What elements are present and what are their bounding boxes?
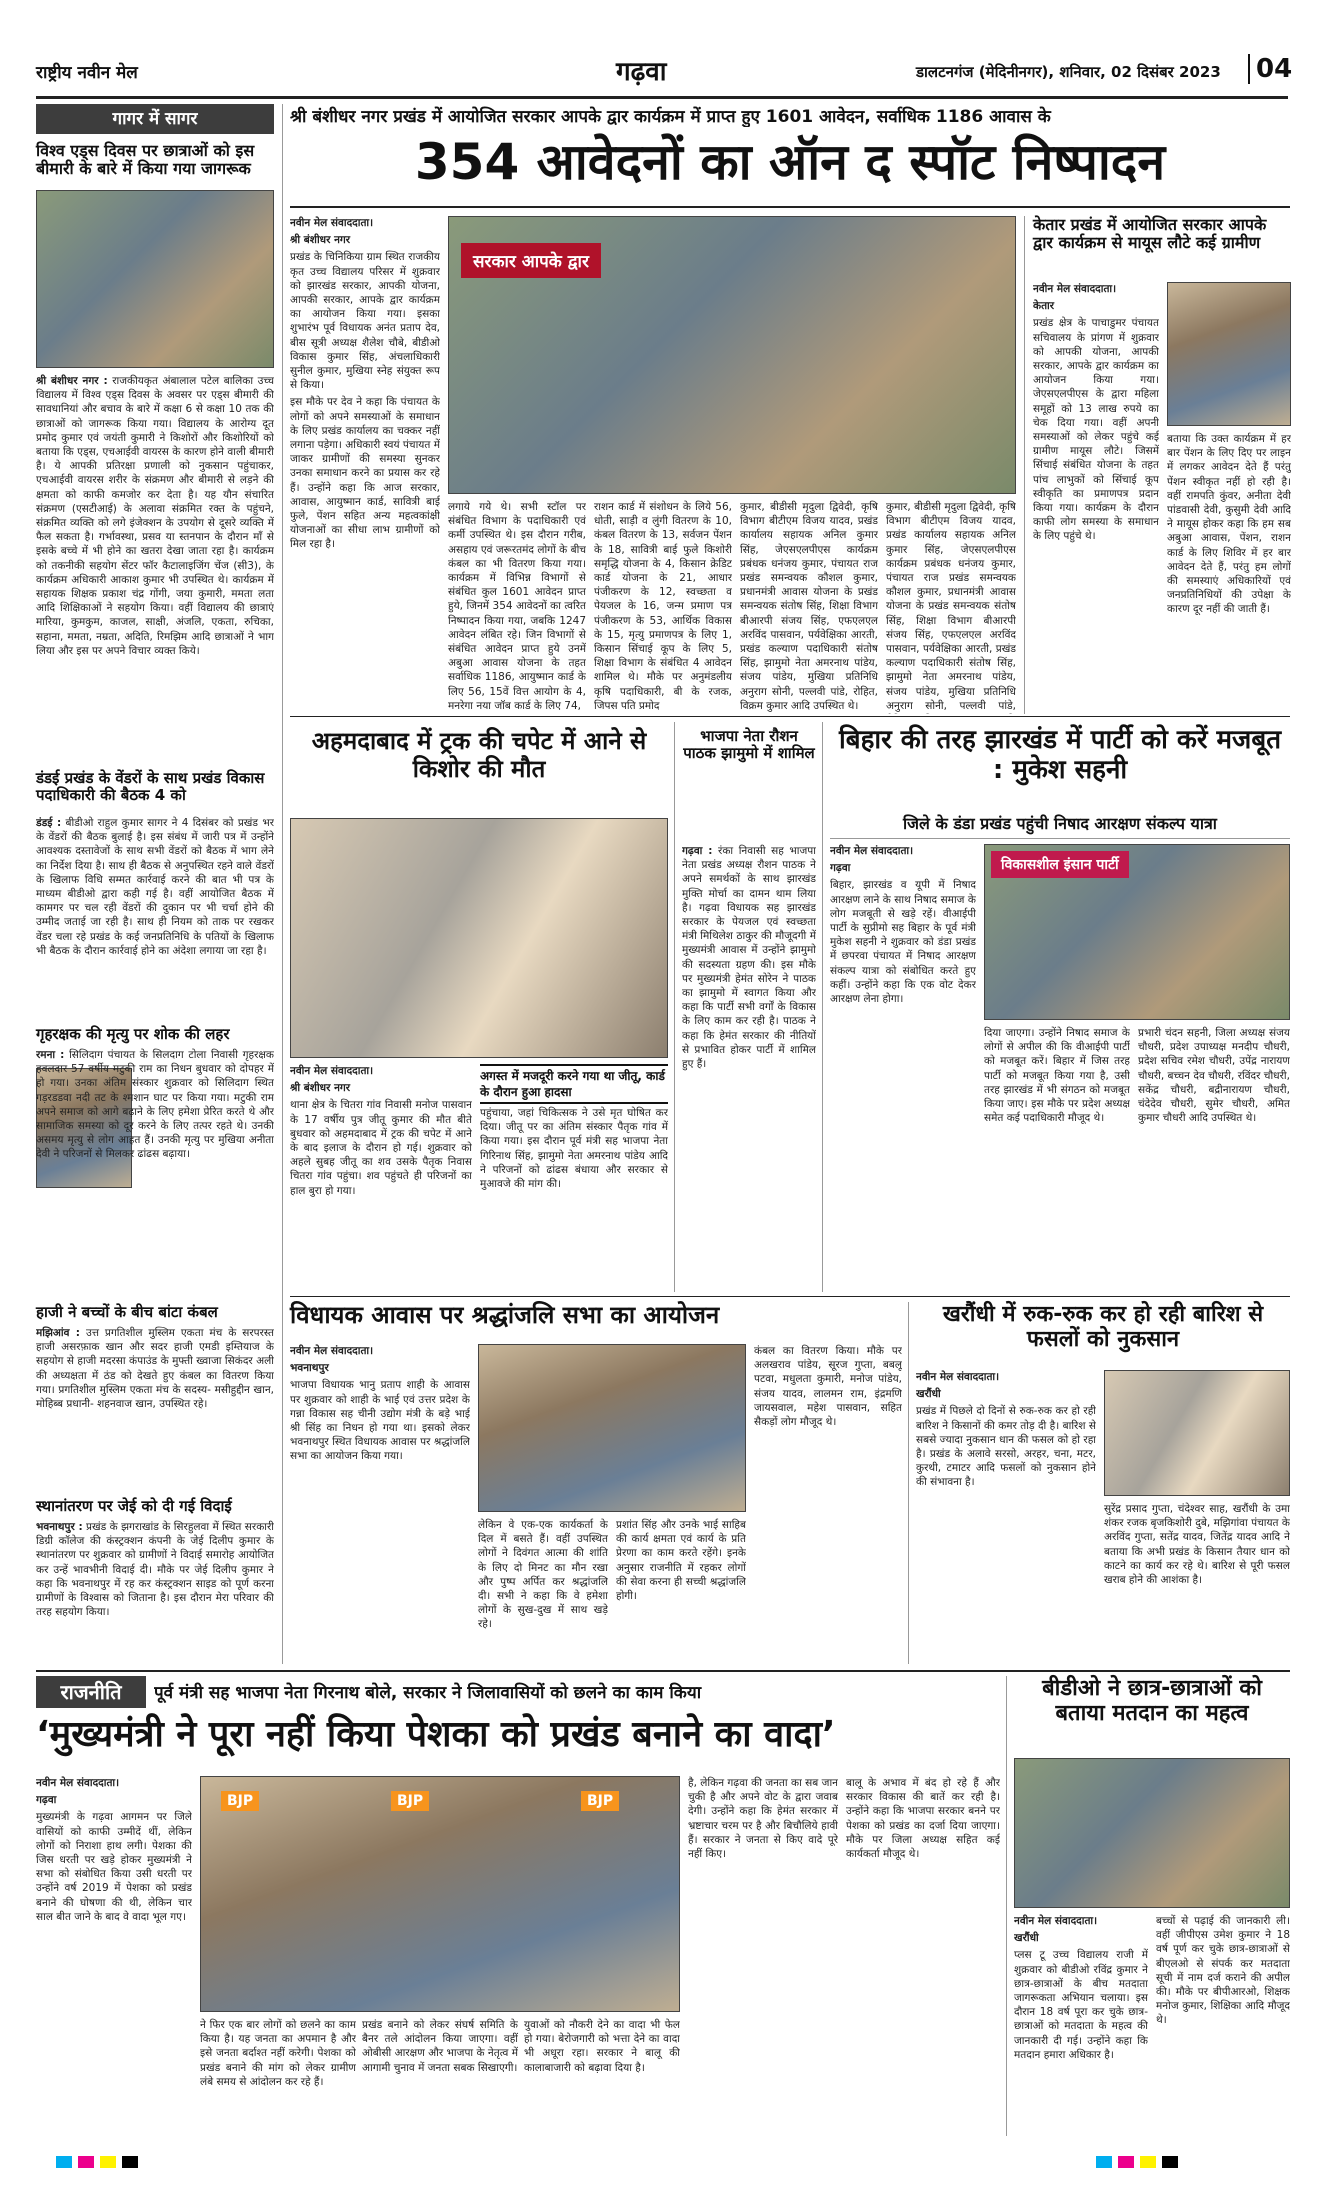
bdo-col-1 [1014,1914,1148,2136]
lead-col-1 [290,216,440,714]
truck-byline: नवीन मेल संवाददाता। [290,1065,374,1077]
bdo-dateline: खरौंधी [1014,1932,1039,1945]
ketar-col-2 [1167,432,1291,714]
barish-col-2 [1104,1502,1290,1664]
barish-photo [1104,1370,1290,1496]
ketar-photo [1167,282,1291,426]
bottom-photo-mark-3: BJP [581,1791,619,1811]
registration-swatch [100,2156,116,2168]
barish-col-2-para-1: सुरेंद्र प्रसाद गुप्ता, चंदेश्वर साह, खरौंधी के उमा शंकर रजक बृजकिशोरी दुबे, मझिगांवा पंचायत के अरविंद गुप्ता, सतेंद्र यादव, जितेंद्र यादव आदि ने बताया कि अभी प्रखंड के किसान तैयार धान को काटने का कार्य कर रहे थे। बारिश से पूरी फसल खराब होने की आशंका है। [1104,1503,1290,1587]
truck-headline: अहमदाबाद में ट्रक की चपेट में आने से किशोर की मौत [311,727,647,783]
lead-col-3 [594,500,732,714]
bottom-photo-mark-2: BJP [391,1791,429,1811]
griharakshak-dateline: रमना : [36,1049,65,1061]
aids-photo [36,190,274,368]
bottom-col-6-para-1: बालू के अभाव में बंद हो रहे हैं और सरकार विकास की बातें कर रही है। उन्होंने कहा कि भाजपा सरकार बनने पर पेशका को प्रखंड का दर्जा दिया जाएगा। मौके पर जिला अध्यक्ष सहित कई कार्यकर्ता मौजूद थे। [846,1777,1000,1861]
bdo-col-2 [1156,1914,1290,2136]
bdo-col-1-para-1: प्लस टू उच्च विद्यालय राजी में शुक्रवार को बीडीओ रविंद्र कुमार ने छात्र-छात्राओं के बीच मतदाता जागरूकता अभियान चलाया। इस दौरान 18 वर्ष पूरा कर चुके छात्र-छात्राओं को मतदाता के महत्व की जानकारी दी गई। उन्होंने कहा कि मतदान हमारा अधिकार है। [1014,1949,1148,2061]
registration-swatch [1096,2156,1112,2168]
bottom-col-5-para-1: है, लेकिन गढ़वा की जनता का सब जान चुकी है और अपने वोट के द्वारा जवाब देगी। उन्होंने कहा कि हेमंत सरकार में भ्रष्टाचार चरम पर है और बिचौलिये हावी हैं। सरकार ने जनता से किए वादे पूरे नहीं किए। [688,1777,838,1861]
truck-story [290,722,668,1292]
aids-body [36,374,274,766]
dandai-para-1: बीडीओ राहुल कुमार सागर ने 4 दिसंबर को प्रखंड भर के वेंडरों की बैठक बुलाई है। इस संबंध में जारी पत्र में उन्होंने आवश्यक दस्तावेजों के साथ सभी वेंडरों को बैठक में भाग लेने का निर्देश दिया है। साथ ही बैठक से अनुपस्थित रहने वाले वेंडरों के खिलाफ विधि सम्मत कार्रवाई करने की बात भी पत्र के माध्यम बीडीओ द्वारा कही गई है। वहीं आयोजित बैठक में कामगर पर चल रही वेंडरों की दुकान पर भी चर्चा होने की उम्मीद जताई जा रही है। साथ ही नियम को ताक पर रखकर वेंडर चला रहे प्रखंड के कई जनप्रतिनिधि के पतियों के खिलाफ भी बैठक के दौरान कार्रवाई होने का अंदेशा लगाया जा रहा है। [36,817,274,957]
section-label-rajneeti: राजनीति [36,1676,146,1708]
masthead-rule [36,96,1288,99]
vidai-dateline: भवनाथपुर : [36,1521,83,1533]
ketar-dateline: केतार [1033,300,1055,313]
truck-col-2 [480,1106,668,1292]
shraddhanjali-col-2 [478,1518,608,1664]
bottom-col-4 [524,2018,680,2136]
bjp-jmm-story [682,722,816,1292]
lead-col-2 [448,500,586,714]
lead-headline-rule [290,206,1290,208]
bjp-jmm-headline: भाजपा नेता रौशन पाठक झामुमो में शामिल [683,727,815,763]
griharakshak-para-1: सिलिदाग पंचायत के सिलदाग टोला निवासी गृहरक्षक हवलदार 57 वर्षीय मटुकी राम का निधन बुधवार को दोपहर में हो गया। उनका अंतिम संस्कार शुक्रवार को सिलिदाग स्थित गड़रडडवा नदी तट के श्मशान घाट पर किया गया। मटुकी राम अपने समाज को आगे बढ़ाने के लिए हमेशा प्रेरित करते थे और सामाजिक समस्या को दूर करने के लिए तत्पर रहते थे। उनकी असमय मृत्यु से लोग आहत हैं। उनकी मृत्यु पर मुखिया अनीता देवी ने परिजनों से मिलकर ढांढस बढ़ाया। [36,1049,274,1161]
nishad-col-3-para-1: प्रभारी चंदन सहनी, जिला अध्यक्ष संजय चौधरी, प्रदेश उपाध्यक्ष मनदीप चौधरी, प्रदेश सचिव रमेश चौधरी, उपेंद्र नारायण चौधरी, बच्चन देव चौधरी, रविंदर चौधरी, सकेंद्र चौधरी, बद्रीनारायण चौधरी, चंदेदेव चौधरी, सुमेर चौधरी, अमित कुमार चौधरी आदि उपस्थित थे। [1138,1027,1290,1125]
registration-swatch [56,2156,72,2168]
lead-bottom-rule [290,716,1290,717]
dandai-dateline: डंडई : [36,817,62,829]
kambal-headline: हाजी ने बच्चों के बीच बांटा कंबल [36,1303,218,1321]
nishad-subhead: जिले के डंडा प्रखंड पहुंची निषाद आरक्षण संकल्प यात्रा [830,812,1290,839]
bottom-col-2-para-1: ने फिर एक बार लोगों को छलने का काम किया है। यह जनता का अपमान है और इसे जनता बर्दाश्त नहीं करेगी। पेशका को प्रखंड बनाने की मांग को लेकर ग्रामीण लंबे समय से आंदोलन कर रहे हैं। [200,2019,356,2088]
bottom-col-5 [688,1776,838,2136]
nishad-photo-banner: विकासशील इंसान पार्टी [991,851,1129,878]
aids-headline: विश्व एड्स दिवस पर छात्राओं को इस बीमारी के बारे में किया गया जागरूक [36,141,255,179]
lead-dateline: श्री बंशीधर नगर [290,234,351,247]
shraddhanjali-col-2-para-1: लेकिन वे एक-एक कार्यकर्ता के दिल में बसते हैं। वहीं उपस्थित लोगों ने दिवंगत आत्मा की शांति के लिए दो मिनट का मौन रखा और पुष्प अर्पित कर श्रद्धांजलि दी। सभी ने कहा कि वे हमेशा लोगों के सुख-दुख में साथ खड़े रहे। [478,1519,608,1631]
truck-col-1 [290,1064,472,1292]
registration-swatch [1140,2156,1156,2168]
shraddhanjali-headline: विधायक आवास पर श्रद्धांजलि सभा का आयोजन [290,1301,720,1329]
ketar-col-2-para-1: बताया कि उक्त कार्यक्रम में हर बार पेंशन के लिए दिए पर लाइन में लगकर आवेदन देते हैं परंतु पेंशन स्वीकृत नहीं हो रही है। वहीं रामपति कुंवर, अनीता देवी पांडवासी देवी, कुसुमी देवी आदि ने मायूस होकर कहा कि हम सब अबुआ आवास, पेंशन, राशन कार्ड के लिए शिविर में हर बार आवेदन देते हैं, परंतु हम लोगों की समस्याएं अधिकारियों एवं जनप्रतिनिधियों की उपेक्षा के कारण दूर नहीं की जाती हैं। [1167,433,1291,616]
shraddhanjali-byline: नवीन मेल संवाददाता। [290,1345,374,1357]
nishad-col-3 [1138,1026,1290,1292]
bottom-col-3-para-1: प्रखंड बनाने को लेकर संघर्ष समिति के बैनर तले आंदोलन किया जाएगा। वहीं ओबीसी आरक्षण और भाजपा के नेतृत्व में आगामी चुनाव में जनता सबक सिखाएगी। [362,2019,518,2074]
registration-swatch [1118,2156,1134,2168]
district-name: गढ़वा [616,57,667,87]
nishad-col-1-para-1: बिहार, झारखंड व यूपी में निषाद आरक्षण लाने के साथ निषाद समाज के लोग मजबूती से खड़े रहें। वीआईपी पार्टी के सुप्रीमो सह बिहार के पूर्व मंत्री मुकेश सहनी ने शुक्रवार को डंडा प्रखंड में छपरवा पंचायत में निषाद आरक्षण संकल्प यात्रा को संबोधित करते हुए कहीं। उन्होंने कहा कि एक वोट देकर आरक्षण लेना होगा। [830,879,976,1006]
nishad-col-2-para-1: दिया जाएगा। उन्होंने निषाद समाज के लोगों से अपील की कि वीआईपी पार्टी को मजबूत करें। बिहार में जिस तरह पार्टी को मजबूत किया गया है, उसी तरह झारखंड में भी संगठन को मजबूत किया जाए। इस मौके पर प्रदेश अध्यक्ष समेत कई पदाधिकारी मौजूद थे। [984,1027,1130,1125]
truck-dateline: श्री बंशीधर नगर [290,1082,351,1095]
lead-byline: नवीन मेल संवाददाता। [290,217,374,229]
bottom-col-1-para-1: मुख्यमंत्री के गढ़वा आगमन पर जिले वासियों को काफी उम्मीदें थीं, लेकिन लोगों को निराशा हाथ लगी। पेशका की जिस धरती पर खड़े होकर मुख्यमंत्री ने सभा को संबोधित किया उसी धरती पर उन्होंने वर्ष 2019 में पेशका को प्रखंड बनाने की घोषणा की थी, लेकिन चार साल बीत जाने के बाद वे वादा भूल गए। [36,1811,192,1923]
lead-col-1-para-2: इस मौके पर देव ने कहा कि पंचायत के लोगों को अपने समस्याओं के समाधान के लिए प्रखंड कार्यालय का चक्कर नहीं लगाना पड़ेगा। अधिकारी स्वयं पंचायत में जाकर ग्रामीणों की समस्या सुनकर उनका समाधान करने का प्रयास कर रहे हैं। उन्होंने कहा कि आज सरकार, आवास, आयुष्मान कार्ड, सावित्री बाई फुले, पेंशन सहित अन्य महत्वकांक्षी योजनाओं का सीधा लाभ ग्रामीणों को मिल रहा है। [290,396,440,551]
shraddhanjali-photo [478,1344,746,1512]
griharakshak-headline: गृहरक्षक की मृत्यु पर शोक की लहर [36,1025,230,1043]
griharakshak-body [36,1048,274,1300]
bottom-byline: नवीन मेल संवाददाता। [36,1777,120,1789]
nishad-dateline: गढ़वा [830,862,851,875]
bottom-rule [1006,1676,1007,2136]
bjp-jmm-body [682,844,816,1292]
nishad-story [830,722,1290,1292]
ketar-headline: केतार प्रखंड में आयोजित सरकार आपके द्वार कार्यक्रम से मायूस लौटे कई ग्रामीण [1033,215,1267,253]
ketar-box [1024,216,1290,714]
registration-swatch [78,2156,94,2168]
bjp-jmm-rule [822,722,823,1292]
bdo-byline: नवीन मेल संवाददाता। [1014,1915,1098,1927]
kambal-para-1: उत्त प्रगतिशील मुस्लिम एकता मंच के सरपरस्त हाजी असरफ़ाक खान और सदर हाजी एमडी इम्तियाज के सहयोग से हाजी मदरसा कंपाउंड के मुफ्ती ख्वाजा सिकंदर अली की अध्यक्षता में ठंड को देखते हुए कंबल का वितरण किया गया। प्रगतिशील मुस्लिम एकता मंच के सदस्य- मसीहुद्दीन खान, मोहिब्ब प्रधानी- शहनवाज खान, उपस्थित रहे। [36,1327,274,1411]
vidai-body [36,1520,274,1664]
dateline-header: डालटनगंज (मेदिनीनगर), शनिवार, 02 दिसंबर 2023 [916,63,1221,81]
bottom-col-2 [200,2018,356,2136]
lead-col-2-para-1: लगाये गये थे। सभी स्टॉल पर संबंधित विभाग के पदाधिकारी एवं कर्मी उपस्थित थे। इस दौरान गरीब, असहाय एवं जरूरतमंद लोगों के बीच कंबल का भी वितरण किया गया। कार्यक्रम में विभिन्न विभागों से संबंधित कुल 1601 आवेदन प्राप्त हुये, जिनमें 354 आवेदनों का त्वरित निष्पादन किया गया, जबकि 1247 आवेदन लंबित रहे। जिन विभागों से संबंधित आवेदन प्राप्त हुये उनमें अबुआ आवास योजना के तहत सर्वाधिक 1186, आयुष्मान कार्ड के लिए 56, 15वें वित्त आयोग के 4, मनरेगा नया जॉब कार्ड के लिए 74, [448,501,586,712]
bottom-dateline: गढ़वा [36,1794,57,1807]
nishad-byline: नवीन मेल संवाददाता। [830,845,914,857]
shraddhanjali-col-4 [754,1344,902,1664]
shraddhanjali-dateline: भवनाथपुर [290,1362,329,1375]
lead-headline: 354 आवेदनों का ऑन द स्पॉट निष्पादन [414,133,1166,191]
lead-col-1-para-1: प्रखंड के चिनिकिया ग्राम स्थित राजकीय कृत उच्च विद्यालय परिसर में शुक्रवार को झारखंड सरकार, आपकी योजना, आपकी सरकार, आपके द्वार कार्यक्रम का आयोजन किया गया। इसका शुभारंभ पूर्व विधायक अनंत प्रताप देव, बीस सूत्री अध्यक्ष शैलेश चौबे, बीडीओ विकास कुमार सिंह, अंचलाधिकारी सुनील कुमार, मुखिया स्नेह संयुक्त रूप से किया। [290,251,440,392]
nishad-col-2 [984,1026,1130,1292]
bottom-col-4-para-1: युवाओं को नौकरी देने का वादा भी फेल हो गया। बेरोजगारी को भत्ता देने का वादा भी अधूरा रहा। सरकार ने बालू की कालाबाजारी को बढ़ावा दिया है। [524,2019,680,2074]
registration-swatch [122,2156,138,2168]
page-number: 04 [1248,54,1292,84]
shraddhanjali-col-1 [290,1344,470,1664]
vidai-para-1: प्रखंड के झगराखांड के सिरहुलवा में स्थित सरकारी डिग्री कॉलेज की कंस्ट्रक्शन कंपनी के जेई दिलीप कुमार के स्थानांतरण पर शुक्रवार को ग्रामीणों ने विदाई समारोह आयोजित कर उन्हें भावभीनी विदाई दी। मौके पर जेई दिलीप कुमार ने कहा कि भवनाथपुर में रह कर कंस्ट्रक्शन साइड को पूर्ण करना ग्रामीणों के विश्वास को जिताना है। इस दौरान मेरा परिवार की तरह सहयोग किया। [36,1521,274,1619]
lead-col-5-para-1: कुमार, बीडीसी मृदुला द्विवेदी, कृषि विभाग बीटीएम विजय यादव, प्रखंड कार्यालय सहायक अनिल कुमार सिंह, जेएसएलपीएस कार्यक्रम प्रबंधक धनंजय कुमार, पंचायत राज प्रखंड समन्वयक कौशल कुमार, प्रधानमंत्री आवास योजना के प्रखंड समन्वयक संतोष सिंह, शिक्षा विभाग बीआरपी संजय सिंह, एफएलएल अरविंद पासवान, पर्यवेक्षिका आरती, प्रखंड कल्याण पदाधिकारी संतोष सिंह, झामुमो नेता अमरनाथ पांडेय, संजय पांडेय, मुखिया प्रतिनिधि अनुराग सोनी, पल्लवी पांडे, [886,501,1016,712]
dandai-headline: डंडई प्रखंड के वेंडरों के साथ प्रखंड विकास पदाधिकारी की बैठक 4 को [36,769,265,805]
aids-dateline: श्री बंशीधर नगर : [36,375,108,387]
truck-photo [290,818,668,1058]
bottom-col-3 [362,2018,518,2136]
registration-swatch [1162,2156,1178,2168]
lead-kicker: श्री बंशीधर नगर प्रखंड में आयोजित सरकार आपके द्वार कार्यक्रम में प्राप्त हुए 1601 आवेदन, सर्वाधिक 1186 आवास के [290,107,1051,127]
brand-name: राष्ट्रीय नवीन मेल [36,63,138,83]
kambal-body [36,1326,274,1494]
lead-photo-banner: सरकार आपके द्वार [461,243,601,278]
ketar-col-1 [1033,282,1159,714]
barish-story [916,1302,1290,1664]
nishad-col-1 [830,844,976,1292]
truck-rule [674,722,675,1292]
bottom-col-1 [36,1776,192,2136]
lead-col-5 [886,500,1016,714]
bottom-top-rule [36,1670,1290,1672]
middle-rule [290,1296,1290,1297]
barish-col-1 [916,1370,1096,1664]
lead-col-4-para-1: कुमार, बीडीसी मृदुला द्विवेदी, कृषि विभाग बीटीएम विजय यादव, प्रखंड कार्यालय सहायक अनिल कुमार सिंह, जेएसएलपीएस कार्यक्रम प्रबंधक धनंजय कुमार, पंचायत राज प्रखंड समन्वयक कौशल कुमार, प्रधानमंत्री आवास योजना के प्रखंड समन्वयक संतोष सिंह, शिक्षा विभाग बीआरपी संजय सिंह, एफएलएल अरविंद पासवान, पर्यवेक्षिका आरती, प्रखंड कल्याण पदाधिकारी संतोष सिंह, झामुमो नेता अमरनाथ पांडेय, संजय पांडेय, मुखिया प्रतिनिधि अनुराग सोनी, पल्लवी पांडे, रोहित, विक्रम कुमार आदि उपस्थित थे। [740,501,878,712]
shraddhanjali-col-4-para-1: कंबल का वितरण किया। मौके पर अलखराव पांडेय, सूरज गुप्ता, बबलू पटवा, मधुलता कुमारी, मनोज पांडेय, संजय यादव, लालमन राम, इंद्रमणि जायसवाल, महेश पासवान, सहित सैकड़ों लोग मौजूद थे। [754,1345,902,1429]
bjp-jmm-dateline: गढ़वा : [682,845,713,857]
dandai-body [36,816,274,1022]
lead-col-4 [740,500,878,714]
shraddhanjali-col-3-para-1: प्रशांत सिंह और उनके भाई साहिब की कार्य क्षमता एवं कार्य के प्रति प्रेरणा का काम करते रहेंगे। इनके अनुसार राजनीति में रहकर लोगों की सेवा करना ही सच्ची श्रद्धांजलि होगी। [616,1519,746,1603]
bdo-story [1014,1676,1290,2136]
bottom-col-6 [846,1776,1000,2136]
nishad-photo [984,844,1290,1020]
bottom-headline: ‘मुख्यमंत्री ने पूरा नहीं किया पेशका को प्रखंड बनाने का वादा’ [36,1714,836,1755]
barish-dateline: खरौंधी [916,1388,941,1401]
kambal-dateline: मझिआंव : [36,1327,80,1339]
masthead [36,50,1293,98]
shraddhanjali-col-3 [616,1518,746,1664]
barish-byline: नवीन मेल संवाददाता। [916,1371,1000,1383]
section-label-gagar: गागर में सागर [36,104,274,134]
barish-headline: खरौंधी में रुक-रुक कर हो रही बारिश से फसलों को नुकसान [942,1302,1264,1353]
truck-col-2-para-1: पहुंचाया, जहां चिकित्सक ने उसे मृत घोषित कर दिया। जीतू पर का अंतिम संस्कार पैतृक गांव में किया गया। इस दौरान पूर्व मंत्री सह भाजपा नेता गिरिनाथ सिंह, झामुमो नेता अमरनाथ पांडेय आदि ने परिजनों को ढांढस बंधाया और सरकार से मुआवजे की मांग की। [480,1107,668,1191]
bottom-photo-mark-1: BJP [221,1791,259,1811]
left-column [36,104,274,1664]
lead-photo [448,216,1016,494]
bdo-photo [1014,1758,1290,1908]
shraddhanjali-rule [908,1302,909,1664]
ketar-col-1-para-1: प्रखंड क्षेत्र के पाचाडुमर पंचायत सचिवालय के प्रांगण में शुक्रवार को आपकी योजना, आपकी सरकार, आपके द्वार कार्यक्रम का आयोजन किया गया। जेएसएलपीएस के द्वारा महिला समूहों को 13 लाख रुपये का चेक दिया गया। वहीं अपनी समस्याओं को लेकर पहुंचे कई ग्रामीण मायूस लौटे। जिसमें सिंचाई संबंधित योजना के तहत पांच लाभुकों को सिंचाई कूप स्वीकृति का प्रमाणपत्र प्रदान किया गया। कार्यक्रम के दौरान काफी लोग समस्या के समाधान के लिए पहुंचे थे। [1033,317,1159,543]
lead-col-3-para-1: राशन कार्ड में संशोधन के लिये 56, धोती, साड़ी व लुंगी वितरण के 10, कंबल वितरण के 13, सर्वजन पेंशन के 18, सावित्री बाई फुले किशोरी समृद्धि योजना के 4, किसान क्रेडिट कार्ड योजना के 21, आधार पंजीकरण के 12, स्वच्छता व पेयजल के 16, जन्म प्रमाण पत्र पंजीकरण के 53, आर्थिक विकास के 15, मृत्यु प्रमाणपत्र के लिए 1, किसान सिंचाई कूप के लिए 5, शिक्षा विभाग के संबंधित 4 आवेदन शामिल थे। मौके पर अनुमंडलीय कृषि पदाधिकारी, बी के रजक, जिपस पति प्रमोद [594,501,732,712]
lead-story [290,104,1290,714]
shraddhanjali-col-1-para-1: भाजपा विधायक भानु प्रताप शाही के आवास पर शुक्रवार को शाही के भाई एवं उत्तर प्रदेश के गन्ना विकास सह चीनी उद्योग मंत्री के बड़े भाई श्री सिंह का निधन हो गया था। इसको लेकर भवनाथपुर स्थित विधायक आवास पर श्रद्धांजलि सभा का आयोजन किया गया। [290,1379,470,1463]
truck-subhead: अगस्त में मजदूरी करने गया था जीतू, कार्ड के दौरान हुआ हादसा [480,1064,668,1104]
ketar-byline: नवीन मेल संवाददाता। [1033,283,1117,295]
left-column-rule [282,104,283,1664]
vidai-headline: स्थानांतरण पर जेई को दी गई विदाई [36,1497,232,1515]
aids-para-1: राजकीयकृत अंबालाल पटेल बालिका उच्च विद्यालय में विश्व एड्स दिवस के अवसर पर एड्स बीमारी की सावधानियां और बचाव के बारे में कक्षा 6 से कक्षा 10 तक की छात्राओं को जागरूक किया गया। विद्यालय के आरोग्य दूत प्रमोद कुमार एवं जयंती कुमारी ने किशोरों और किशोरियों को बताया कि एड्स, एचआईवी वायरस के कारण होने वाली बीमारी है। ये आपकी प्रतिरक्षा प्रणाली को नुकसान पहुंचाकर, एचआईवी वायरस शरीर के संक्रमण और बीमारी से लड़ने की क्षमता को काफी कमजोर कर देता है। यह यौन संचारित संक्रमण (एसटीआई) के अलावा संक्रमित रक्त के पहुंचने, संक्रमित व्यक्ति को लगे इंजेक्शन के उपयोग से दूसरे व्यक्ति में फैल सकता है। गर्भावस्था, प्रसव या स्तनपान के दौरान माँ से इसके बच्चे में भी होने का खतरा देखा जाता रहा है। कार्यक्रम को तकनीकी सहयोग सेंटर फॉर कैटालाइजिंग चेंज (सी3), के कार्यक्रम अधिकारी आकाश कुमार भी उपस्थित थे। कार्यक्रम में सहायक शिक्षक प्रकाश चंद्र गोंगी, जया कुमारी, ममता लता आदि शिक्षिकाओं ने सहयोग किया। वहीं विद्यालय की छात्राएं मारिया, कुमकुम, काजल, साक्षी, अंजलि, एकता, रुचिका, सहाना, ममता, नम्रता, अदिति, रिमझिम आदि छात्राओं ने भाग लिया और इस पर अपने विचार व्यक्त किये। [36,375,274,657]
registration-marks [36,2154,1290,2170]
bottom-photo [200,1776,680,2012]
bdo-col-2-para-1: बच्चों से पढ़ाई की जानकारी ली। वहीं जीपीएस उमेश कुमार ने 18 वर्ष पूर्ण कर चुके छात्र-छात्राओं से बीएलओ से संपर्क कर मतदाता सूची में नाम दर्ज कराने की अपील की। मौके पर बीपीआरओ, शिक्षक मनोज कुमार, शिक्षिका आदि मौजूद थे। [1156,1915,1290,2027]
bdo-headline: बीडीओ ने छात्र-छात्राओं को बताया मतदान का महत्व [1042,1676,1262,1727]
shraddhanjali-story [290,1302,902,1664]
truck-col-1-para-1: थाना क्षेत्र के चितरा गांव निवासी मनोज पासवान के 17 वर्षीय पुत्र जीतू कुमार की मौत बीते बुधवार को अहमदाबाद में ट्रक की चपेट में आने के बाद इलाज के दौरान हो गई। शुक्रवार को अहले सुबह जीतू का शव उसके पैतृक निवास चितरा गांव पहुंचा। शव पहुंचते ही परिजनों का हाल बुरा हो गया। [290,1099,472,1197]
bottom-kicker: पूर्व मंत्री सह भाजपा नेता गिरनाथ बोले, सरकार ने जिलावासियों को छलने का काम किया [154,1683,702,1703]
nishad-headline: बिहार की तरह झारखंड में पार्टी को करें मजबूत : मुकेश सहनी [838,725,1282,785]
bottom-story [36,1676,1000,2136]
barish-col-1-para-1: प्रखंड में पिछले दो दिनों से रुक-रुक कर हो रही बारिश ने किसानों की कमर तोड़ दी है। बारिश से सबसे ज्यादा नुकसान धान की फसल को हो रहा है। प्रखंड के अलावे सरसो, अरहर, चना, मटर, कुरथी, टमाटर आदि फसलों को नुकसान होने की संभावना है। [916,1405,1096,1489]
bjp-jmm-para-1: रंका निवासी सह भाजपा नेता प्रखंड अध्यक्ष रौशन पाठक ने अपने समर्थकों के साथ झारखंड मुक्ति मोर्चा का दामन थाम लिया है। गढ़वा विधायक सह झारखंड सरकार के पेयजल एवं स्वच्छता मंत्री मिथिलेश ठाकुर की मौजूदगी में मुख्यमंत्री आवास में उन्होंने झामुमो की सदस्यता ग्रहण की। इस मौके पर मुख्यमंत्री हेमंत सोरेन ने पाठक का झामुमो में स्वागत किया और कहा कि पार्टी सभी वर्गों के विकास के लिए काम कर रही है। पाठक ने कहा कि हेमंत सरकार की नीतियों से प्रभावित होकर पार्टी में शामिल हुए हैं। [682,845,816,1071]
